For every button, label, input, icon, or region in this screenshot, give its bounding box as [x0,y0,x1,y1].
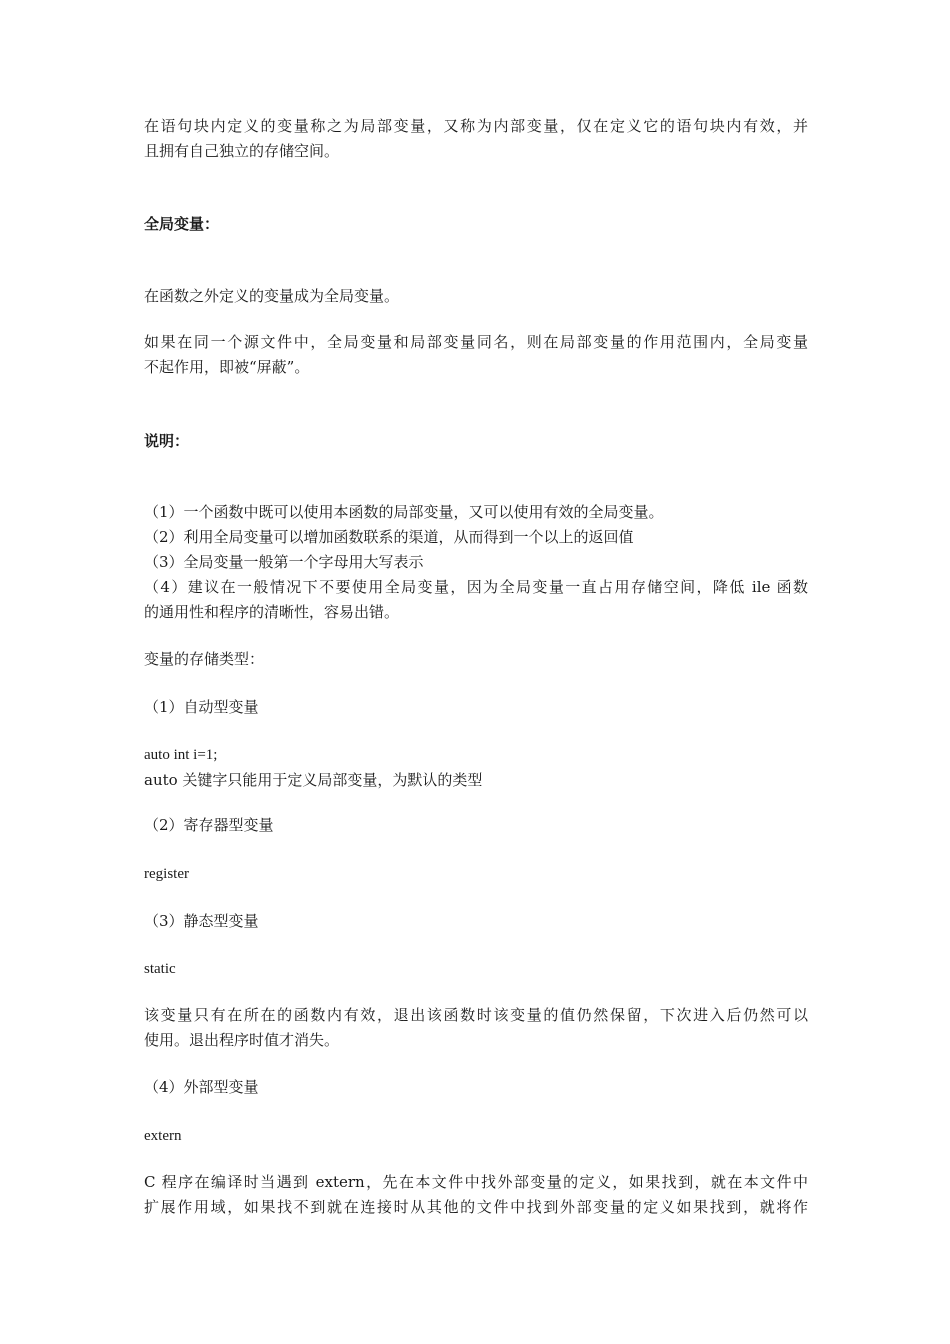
paragraph-line: 在函数之外定义的变量成为全局变量。 [144,287,400,305]
heading-notes: 说明： [144,432,190,450]
paragraph-shadowing [144,330,808,380]
paragraph-line: auto 关键字只能用于定义局部变量，为默认的类型 [144,771,483,789]
notes-list [144,500,808,625]
list-item: 的通用性和程序的清晰性，容易出错。 [144,603,400,621]
extern-variable-title: （4）外部型变量 [144,1078,259,1096]
register-code: register [144,866,189,882]
code-line: auto int i=1; [144,747,218,763]
paragraph-local-variable [144,114,808,164]
auto-variable-block [144,743,808,793]
paragraph-line: 如果在同一个源文件中，全局变量和局部变量同名，则在局部变量的作用范围内，全局变量 [144,333,808,351]
paragraph-line: 该变量只有在所在的函数内有效，退出该函数时该变量的值仍然保留，下次进入后仍然可以 [144,1006,808,1024]
extern-code: extern [144,1128,182,1144]
static-description [144,1003,808,1053]
register-variable-title: （2）寄存器型变量 [144,816,274,834]
heading-global-variable: 全局变量： [144,215,220,233]
extern-description [144,1170,808,1220]
paragraph-global-definition [144,284,808,309]
list-item: （4）建议在一般情况下不要使用全局变量，因为全局变量一直占用存储空间，降低 ile 函数 [144,578,808,596]
paragraph-line: C 程序在编译时当遇到 extern，先在本文件中找外部变量的定义，如果找到，就在本文件中 [144,1173,808,1191]
paragraph-line: 在语句块内定义的变量称之为局部变量，又称为内部变量，仅在定义它的语句块内有效，并 [144,117,808,135]
auto-variable-title: （1）自动型变量 [144,698,259,716]
list-item: （3）全局变量一般第一个字母用大写表示 [144,553,424,571]
static-code: static [144,961,176,977]
storage-types-title: 变量的存储类型： [144,650,265,668]
list-item: （2）利用全局变量可以增加函数联系的渠道，从而得到一个以上的返回值 [144,528,634,546]
list-item: （1）一个函数中既可以使用本函数的局部变量，又可以使用有效的全局变量。 [144,503,664,521]
paragraph-line: 扩展作用域，如果找不到就在连接时从其他的文件中找到外部变量的定义如果找到，就将作 [144,1198,808,1216]
paragraph-line: 不起作用，即被“屏蔽”。 [144,358,310,376]
paragraph-line: 使用。退出程序时值才消失。 [144,1031,340,1049]
paragraph-line: 且拥有自己独立的存储空间。 [144,142,340,160]
static-variable-title: （3）静态型变量 [144,912,259,930]
